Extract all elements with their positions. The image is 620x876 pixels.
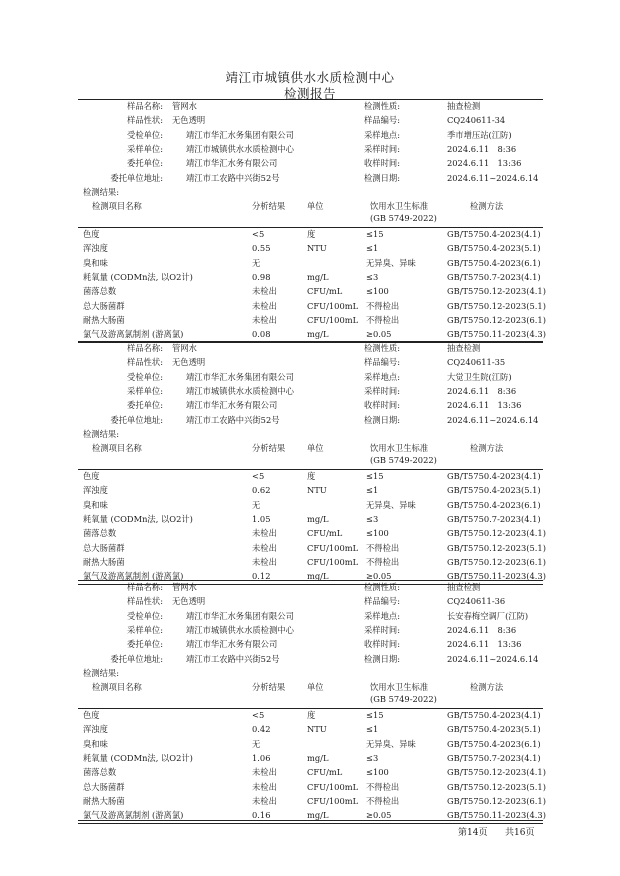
- results-label: 检测结果:: [83, 667, 119, 678]
- row-item: 耗氧量 (CODMn法, 以O2计): [83, 753, 193, 763]
- row-unit: CFU/100mL: [307, 556, 359, 567]
- row-item: 浑浊度: [83, 243, 108, 254]
- row-result: 无: [252, 738, 261, 749]
- client-unit-label: 委托单位:: [127, 639, 163, 650]
- test-nature-value: 抽查检测: [447, 101, 481, 111]
- row-result: 无: [252, 499, 261, 510]
- receipt-time-value: 2024.6.11 13:36: [447, 639, 522, 650]
- row-item: 菌落总数: [83, 286, 117, 297]
- row-standard: ≤3: [366, 514, 379, 524]
- org-title: 靖江市城镇供水水质检测中心: [225, 70, 395, 85]
- row-result: 未检出: [252, 767, 277, 778]
- row-unit: NTU: [307, 724, 327, 735]
- row-standard: 不得检出: [366, 556, 400, 567]
- row-result: 0.08: [252, 329, 271, 340]
- sampling-time-label: 采样时间:: [364, 624, 400, 635]
- test-nature-label: 检测性质:: [364, 343, 400, 353]
- sampling-unit-label: 采样单位:: [127, 143, 163, 154]
- sample-top-rule: [78, 99, 543, 100]
- col-header-item: 检测项目名称: [92, 443, 142, 454]
- row-unit: CFU/mL: [307, 286, 343, 297]
- row-item: 臭和味: [83, 499, 108, 510]
- col-header-item: 检测项目名称: [92, 201, 142, 212]
- row-method: GB/T5750.4-2023(5.1): [447, 243, 541, 254]
- row-item: 氯气及游离氯制剂 (游离氯): [83, 329, 184, 340]
- row-result: 0.16: [252, 810, 271, 821]
- results-label: 检测结果:: [83, 428, 119, 439]
- sampling-unit-value: 靖江市城镇供水水质检测中心: [186, 624, 294, 635]
- row-method: GB/T5750.12-2023(6.1): [447, 314, 546, 325]
- receipt-time-label: 收样时间:: [364, 639, 400, 650]
- row-method: GB/T5750.4-2023(5.1): [447, 485, 541, 496]
- report-title: 检测报告: [283, 86, 336, 101]
- sampling-unit-label: 采样单位:: [127, 624, 163, 635]
- row-result: 未检出: [252, 795, 277, 806]
- row-result: <5: [252, 471, 265, 482]
- sampling-unit-label: 采样单位:: [127, 385, 163, 396]
- col-header-standard-code: (GB 5749-2022): [370, 694, 437, 705]
- row-unit: mg/L: [307, 329, 329, 340]
- row-unit: CFU/100mL: [307, 542, 359, 553]
- col-header-standard: 饮用水卫生标准: [370, 682, 429, 693]
- test-date-label: 检测日期:: [364, 172, 400, 183]
- col-header-standard-code: (GB 5749-2022): [370, 213, 437, 224]
- client-address-value: 靖江市工农路中兴街52号: [186, 172, 280, 183]
- row-standard: 不得检出: [366, 314, 400, 325]
- row-standard: ≤15: [366, 710, 384, 721]
- row-standard: 不得检出: [366, 781, 400, 792]
- row-item: 耐热大肠菌: [83, 795, 125, 806]
- received-unit-label: 受检单位:: [127, 129, 163, 140]
- receipt-time-label: 收样时间:: [364, 158, 400, 169]
- row-result: 未检出: [252, 314, 277, 325]
- row-standard: 无异臭、异味: [366, 257, 416, 268]
- row-item: 耗氧量 (CODMn法, 以O2计): [83, 514, 193, 524]
- row-item: 菌落总数: [83, 528, 117, 539]
- row-method: GB/T5750.12-2023(5.1): [447, 300, 546, 311]
- client-unit-value: 靖江市华汇水务有限公司: [186, 158, 278, 169]
- client-address-label: 委托单位地址:: [110, 653, 163, 664]
- row-result: 0.42: [252, 724, 271, 735]
- row-standard: ≤15: [366, 229, 384, 240]
- row-item: 臭和味: [83, 738, 108, 749]
- test-date-label: 检测日期:: [364, 414, 400, 425]
- row-standard: ≥0.05: [366, 571, 392, 582]
- sample-state-value: 无色透明: [172, 596, 206, 607]
- row-standard: ≥0.05: [366, 810, 392, 821]
- client-address-value: 靖江市工农路中兴街52号: [186, 414, 280, 425]
- row-method: GB/T5750.11-2023(4.3): [447, 810, 546, 821]
- row-item: 耐热大肠菌: [83, 556, 125, 567]
- row-method: GB/T5750.12-2023(4.1): [447, 528, 546, 539]
- sampling-site-label: 采样地点:: [364, 371, 400, 382]
- row-method: GB/T5750.12-2023(4.1): [447, 286, 546, 297]
- row-method: GB/T5750.12-2023(4.1): [447, 767, 546, 778]
- col-header-method: 检测方法: [470, 682, 504, 693]
- row-method: GB/T5750.12-2023(5.1): [447, 542, 546, 553]
- received-unit-value: 靖江市华汇水务集团有限公司: [186, 610, 294, 621]
- row-item: 浑浊度: [83, 724, 108, 735]
- row-item: 耗氧量 (CODMn法, 以O2计): [83, 272, 193, 282]
- row-unit: mg/L: [307, 514, 329, 524]
- receipt-time-label: 收样时间:: [364, 400, 400, 411]
- header-bottom-rule: [78, 708, 543, 709]
- sample-state-label: 样品性状:: [127, 596, 163, 607]
- test-date-value: 2024.6.11~2024.6.14: [447, 414, 539, 425]
- sample-state-label: 样品性状:: [127, 357, 163, 368]
- row-method: GB/T5750.11-2023(4.3): [447, 329, 546, 340]
- row-method: GB/T5750.4-2023(6.1): [447, 257, 541, 268]
- row-result: 无: [252, 257, 261, 268]
- test-nature-label: 检测性质:: [364, 101, 400, 111]
- test-date-label: 检测日期:: [364, 653, 400, 664]
- row-unit: 度: [307, 710, 316, 721]
- row-standard: ≤15: [366, 471, 384, 482]
- sampling-unit-value: 靖江市城镇供水水质检测中心: [186, 385, 294, 396]
- row-method: GB/T5750.4-2023(5.1): [447, 724, 541, 735]
- row-unit: 度: [307, 229, 316, 240]
- row-standard: 不得检出: [366, 300, 400, 311]
- row-standard: ≤1: [366, 243, 379, 254]
- row-item: 总大肠菌群: [83, 300, 125, 311]
- sampling-site-label: 采样地点:: [364, 129, 400, 140]
- row-unit: 度: [307, 471, 316, 482]
- row-item: 氯气及游离氯制剂 (游离氯): [83, 810, 184, 821]
- row-result: 未检出: [252, 781, 277, 792]
- row-item: 氯气及游离氯制剂 (游离氯): [83, 571, 184, 582]
- row-result: 未检出: [252, 542, 277, 553]
- sampling-time-value: 2024.6.11 8:36: [447, 624, 517, 635]
- row-result: 1.06: [252, 753, 271, 763]
- row-result: 0.98: [252, 272, 271, 282]
- row-standard: 无异臭、异味: [366, 499, 416, 510]
- sample-name-label: 样品名称:: [127, 582, 163, 592]
- row-method: GB/T5750.4-2023(4.1): [447, 471, 541, 482]
- page-number: 第14页: [458, 828, 488, 838]
- row-item: 浑浊度: [83, 485, 108, 496]
- row-standard: ≤1: [366, 485, 379, 496]
- test-date-value: 2024.6.11~2024.6.14: [447, 653, 539, 664]
- row-result: 未检出: [252, 300, 277, 311]
- sampling-site-value: 长安春梅空调厂(江防): [447, 610, 529, 621]
- row-item: 菌落总数: [83, 767, 117, 778]
- sample-no-value: CQ240611-35: [447, 357, 506, 368]
- row-unit: CFU/100mL: [307, 314, 359, 325]
- sample-state-value: 无色透明: [172, 115, 206, 126]
- sample-state-value: 无色透明: [172, 357, 206, 368]
- col-header-item: 检测项目名称: [92, 682, 142, 693]
- row-unit: CFU/100mL: [307, 781, 359, 792]
- receipt-time-value: 2024.6.11 13:36: [447, 400, 522, 411]
- sample-name-value: 管网水: [172, 101, 197, 111]
- sampling-site-value: 大觉卫生院(江防): [447, 371, 512, 382]
- row-item: 色度: [83, 710, 100, 721]
- row-standard: ≤3: [366, 272, 379, 282]
- sample-no-value: CQ240611-34: [447, 115, 506, 126]
- col-header-standard: 饮用水卫生标准: [370, 443, 429, 454]
- page-total: 共16页: [505, 828, 535, 838]
- received-unit-label: 受检单位:: [127, 610, 163, 621]
- sample-no-label: 样品编号:: [364, 596, 400, 607]
- row-item: 总大肠菌群: [83, 781, 125, 792]
- col-header-result: 分析结果: [252, 201, 286, 212]
- row-standard: 不得检出: [366, 795, 400, 806]
- results-label: 检测结果:: [83, 186, 119, 197]
- sample-no-label: 样品编号:: [364, 115, 400, 126]
- row-unit: mg/L: [307, 272, 329, 282]
- client-address-label: 委托单位地址:: [110, 172, 163, 183]
- row-unit: CFU/100mL: [307, 795, 359, 806]
- row-result: 未检出: [252, 286, 277, 297]
- col-header-method: 检测方法: [470, 443, 504, 454]
- sampling-time-value: 2024.6.11 8:36: [447, 143, 517, 154]
- row-standard: ≤1: [366, 724, 379, 735]
- row-method: GB/T5750.12-2023(6.1): [447, 556, 546, 567]
- col-header-unit: 单位: [307, 682, 324, 693]
- header-bottom-rule: [78, 469, 543, 470]
- sampling-time-label: 采样时间:: [364, 385, 400, 396]
- sample-state-label: 样品性状:: [127, 115, 163, 126]
- client-unit-label: 委托单位:: [127, 158, 163, 169]
- col-header-standard-code: (GB 5749-2022): [370, 455, 437, 466]
- col-header-result: 分析结果: [252, 443, 286, 454]
- sample-no-label: 样品编号:: [364, 357, 400, 368]
- row-method: GB/T5750.12-2023(6.1): [447, 795, 546, 806]
- row-standard: ≤100: [366, 286, 389, 297]
- row-standard: 不得检出: [366, 542, 400, 553]
- received-unit-value: 靖江市华汇水务集团有限公司: [186, 129, 294, 140]
- client-address-value: 靖江市工农路中兴街52号: [186, 653, 280, 664]
- client-unit-value: 靖江市华汇水务有限公司: [186, 400, 278, 411]
- sample-name-label: 样品名称:: [127, 101, 163, 111]
- col-header-standard: 饮用水卫生标准: [370, 201, 429, 212]
- col-header-method: 检测方法: [470, 201, 504, 212]
- row-unit: mg/L: [307, 753, 329, 763]
- row-result: 0.55: [252, 243, 271, 254]
- row-unit: mg/L: [307, 571, 329, 582]
- row-unit: CFU/100mL: [307, 300, 359, 311]
- row-method: GB/T5750.7-2023(4.1): [447, 514, 541, 524]
- row-method: GB/T5750.4-2023(4.1): [447, 229, 541, 240]
- client-address-label: 委托单位地址:: [110, 414, 163, 425]
- row-unit: NTU: [307, 485, 327, 496]
- sample-top-rule: [78, 580, 543, 581]
- row-standard: ≤3: [366, 753, 379, 763]
- row-unit: NTU: [307, 243, 327, 254]
- client-unit-label: 委托单位:: [127, 400, 163, 411]
- sampling-time-label: 采样时间:: [364, 143, 400, 154]
- row-item: 总大肠菌群: [83, 542, 125, 553]
- row-result: <5: [252, 229, 265, 240]
- test-nature-value: 抽查检测: [447, 343, 481, 353]
- row-standard: ≥0.05: [366, 329, 392, 340]
- sample-no-value: CQ240611-36: [447, 596, 506, 607]
- row-item: 色度: [83, 229, 100, 240]
- test-nature-label: 检测性质:: [364, 582, 400, 592]
- row-result: <5: [252, 710, 265, 721]
- row-method: GB/T5750.11-2023(4.3): [447, 571, 546, 582]
- received-unit-label: 受检单位:: [127, 371, 163, 382]
- received-unit-value: 靖江市华汇水务集团有限公司: [186, 371, 294, 382]
- row-item: 色度: [83, 471, 100, 482]
- row-item: 耐热大肠菌: [83, 314, 125, 325]
- row-unit: CFU/mL: [307, 767, 343, 778]
- col-header-unit: 单位: [307, 201, 324, 212]
- sample-name-value: 管网水: [172, 343, 197, 353]
- sample-name-value: 管网水: [172, 582, 197, 592]
- row-standard: 无异臭、异味: [366, 738, 416, 749]
- col-header-unit: 单位: [307, 443, 324, 454]
- footer-rule: [78, 820, 543, 821]
- sampling-site-value: 季市增压站(江防): [447, 129, 512, 140]
- client-unit-value: 靖江市华汇水务有限公司: [186, 639, 278, 650]
- row-result: 1.05: [252, 514, 271, 524]
- row-method: GB/T5750.7-2023(4.1): [447, 272, 541, 282]
- row-item: 臭和味: [83, 257, 108, 268]
- receipt-time-value: 2024.6.11 13:36: [447, 158, 522, 169]
- row-standard: ≤100: [366, 528, 389, 539]
- row-unit: mg/L: [307, 810, 329, 821]
- row-unit: CFU/mL: [307, 528, 343, 539]
- row-method: GB/T5750.4-2023(4.1): [447, 710, 541, 721]
- sampling-time-value: 2024.6.11 8:36: [447, 385, 517, 396]
- test-nature-value: 抽查检测: [447, 582, 481, 592]
- row-method: GB/T5750.12-2023(5.1): [447, 781, 546, 792]
- sampling-site-label: 采样地点:: [364, 610, 400, 621]
- row-standard: ≤100: [366, 767, 389, 778]
- row-result: 未检出: [252, 556, 277, 567]
- row-result: 0.62: [252, 485, 271, 496]
- test-date-value: 2024.6.11~2024.6.14: [447, 172, 539, 183]
- row-method: GB/T5750.4-2023(6.1): [447, 499, 541, 510]
- row-method: GB/T5750.7-2023(4.1): [447, 753, 541, 763]
- header-bottom-rule: [78, 227, 543, 228]
- row-method: GB/T5750.4-2023(6.1): [447, 738, 541, 749]
- col-header-result: 分析结果: [252, 682, 286, 693]
- row-result: 未检出: [252, 528, 277, 539]
- sample-top-rule: [78, 341, 543, 342]
- sample-name-label: 样品名称:: [127, 343, 163, 353]
- sampling-unit-value: 靖江市城镇供水水质检测中心: [186, 143, 294, 154]
- row-result: 0.12: [252, 571, 271, 582]
